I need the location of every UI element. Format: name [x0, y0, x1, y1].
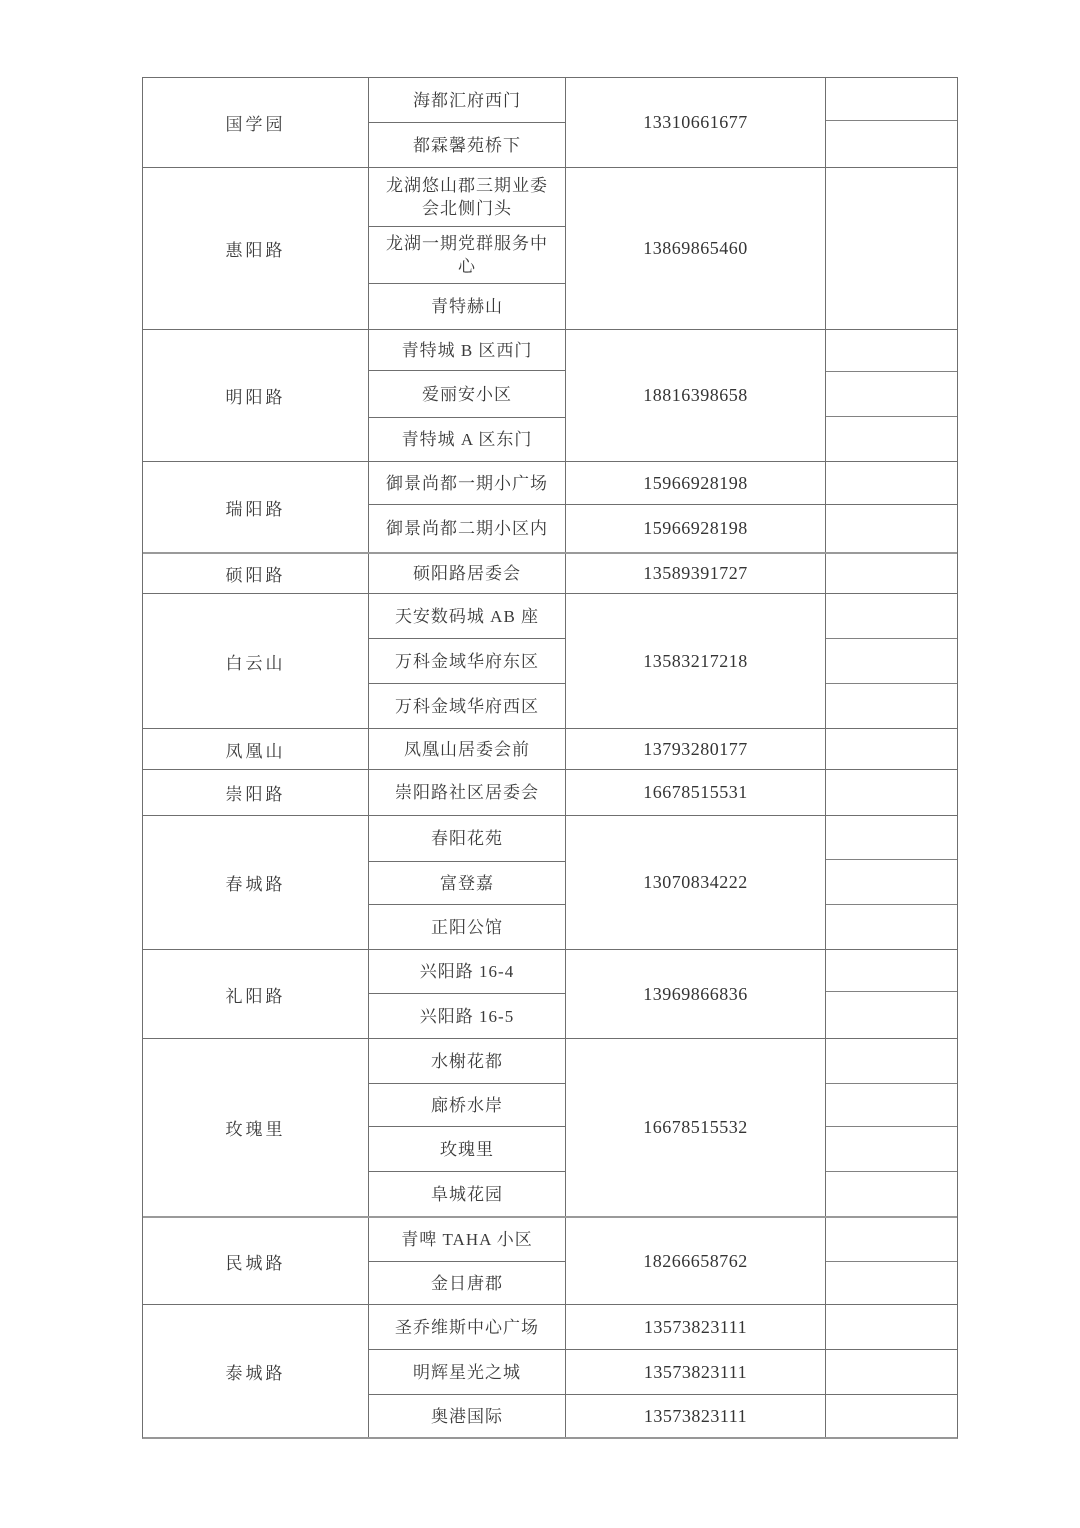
location-text: 青特城 A 区东门	[401, 430, 533, 449]
area-cell	[143, 168, 368, 329]
location-text: 正阳公馆	[431, 917, 503, 937]
phone-number: 16678515531	[643, 782, 748, 802]
empty-cell	[825, 1305, 957, 1349]
location-cell	[369, 905, 565, 949]
location-text: 春阳花苑	[431, 829, 503, 848]
phone-cell	[565, 168, 825, 329]
notes-column	[825, 1218, 957, 1304]
empty-cell	[826, 1262, 957, 1304]
location-text: 青特城 B 区西门	[401, 340, 533, 360]
phone-cell	[565, 729, 825, 769]
area-cell	[143, 554, 368, 593]
area-name: 瑞阳路	[225, 499, 286, 519]
area-cell	[143, 1039, 368, 1216]
table-row	[143, 329, 957, 461]
phone-cell	[565, 594, 825, 728]
empty-cell	[826, 1172, 957, 1216]
empty-cell	[826, 372, 957, 417]
location-text: 圣乔维斯中心广场	[395, 1317, 539, 1337]
phone-cell	[565, 950, 825, 1038]
phone-cell	[565, 554, 825, 593]
phone-cell	[565, 330, 825, 461]
locations-column	[368, 816, 565, 949]
phone-cell	[565, 816, 825, 949]
area-cell	[143, 729, 368, 769]
empty-cell	[825, 462, 957, 504]
location-text: 万科金域华府西区	[395, 696, 539, 716]
phone-cell	[565, 78, 825, 167]
location-text: 青啤 TAHA 小区	[401, 1230, 533, 1249]
phone-number: 15966928198	[643, 472, 748, 493]
phone-number: 15966928198	[643, 518, 748, 538]
location-cell	[369, 371, 565, 418]
phone-number: 13793280177	[643, 738, 748, 759]
notes-column	[825, 78, 957, 167]
empty-cell	[826, 992, 957, 1038]
table-row	[143, 167, 957, 329]
area-name: 硕阳路	[225, 566, 286, 585]
phone-number: 16678515532	[643, 1117, 748, 1137]
phone-number: 13583217218	[643, 650, 748, 671]
empty-cell	[826, 78, 957, 121]
area-cell	[143, 950, 368, 1038]
entry-row	[368, 1395, 957, 1437]
empty-cell	[826, 1127, 957, 1172]
notes-column	[825, 770, 957, 815]
location-text: 都霖馨苑桥下	[413, 135, 521, 155]
location-text: 龙湖悠山郡三期业委会北侧门头	[386, 176, 548, 218]
locations-column	[368, 594, 565, 728]
table-row	[143, 949, 957, 1038]
area-name: 民城路	[225, 1253, 286, 1273]
location-text: 御景尚都二期小区内	[386, 519, 548, 538]
location-cell	[369, 418, 565, 461]
notes-column	[825, 1039, 957, 1216]
table-row	[143, 552, 957, 593]
locations-column	[368, 950, 565, 1038]
phone-number: 13589391727	[643, 563, 748, 583]
empty-cell	[826, 816, 957, 860]
area-cell	[143, 1305, 368, 1437]
location-cell	[368, 1305, 565, 1349]
location-cell	[369, 554, 565, 593]
location-cell	[369, 729, 565, 769]
location-cell	[369, 1262, 565, 1304]
location-text: 海都汇府西门	[413, 90, 521, 110]
phone-number: 13310661677	[643, 112, 748, 132]
notes-column	[825, 950, 957, 1038]
location-text: 奥港国际	[431, 1406, 503, 1426]
location-cell	[368, 462, 565, 504]
table-row	[143, 461, 957, 552]
area-name: 国学园	[225, 115, 286, 134]
location-text: 万科金域华府东区	[395, 651, 539, 671]
phone-cell	[565, 1395, 825, 1437]
phone-cell	[565, 1350, 825, 1394]
location-text: 富登嘉	[440, 873, 494, 893]
table-row	[143, 1304, 957, 1437]
area-cell	[143, 770, 368, 815]
table-row	[143, 1038, 957, 1216]
location-text: 青特赫山	[431, 297, 503, 316]
area-name: 玫瑰里	[225, 1120, 286, 1139]
location-cell	[369, 639, 565, 684]
phone-number: 13969866836	[643, 983, 748, 1004]
location-cell	[369, 816, 565, 862]
empty-cell	[826, 1218, 957, 1262]
entry-row	[368, 1350, 957, 1395]
phone-number: 13573823111	[643, 1405, 748, 1426]
location-cell	[369, 1039, 565, 1084]
phone-number: 13070834222	[643, 872, 748, 892]
location-cell	[369, 1127, 565, 1172]
empty-cell	[826, 950, 957, 992]
empty-cell	[826, 417, 957, 461]
phone-number: 13869865460	[643, 238, 748, 258]
location-text: 硕阳路居委会	[413, 564, 521, 583]
notes-column	[825, 594, 957, 728]
area-cell	[143, 330, 368, 461]
location-cell	[369, 168, 565, 227]
locations-column	[368, 1218, 565, 1304]
empty-cell	[826, 639, 957, 684]
empty-cell	[826, 594, 957, 639]
location-text: 阜城花园	[431, 1184, 503, 1204]
empty-cell	[826, 168, 957, 329]
area-cell	[143, 1218, 368, 1304]
location-text: 兴阳路 16-4	[419, 962, 515, 981]
notes-column	[825, 554, 957, 593]
notes-column	[825, 168, 957, 329]
phone-cell	[565, 1218, 825, 1304]
area-cell	[143, 816, 368, 949]
location-cell	[368, 1395, 565, 1437]
location-cell	[368, 1350, 565, 1394]
area-name: 泰城路	[225, 1363, 286, 1383]
locations-column	[368, 168, 565, 329]
contact-table	[142, 77, 958, 1439]
location-cell	[369, 330, 565, 371]
area-name: 明阳路	[225, 388, 286, 407]
notes-column	[825, 729, 957, 769]
location-cell	[369, 123, 565, 167]
empty-cell	[826, 330, 957, 372]
location-cell	[369, 862, 565, 905]
area-name: 惠阳路	[225, 241, 286, 260]
empty-cell	[826, 729, 957, 769]
empty-cell	[826, 860, 957, 905]
location-text: 爱丽安小区	[422, 384, 512, 404]
empty-cell	[825, 505, 957, 552]
phone-cell	[565, 1305, 825, 1349]
phone-number: 13573823111	[643, 1316, 748, 1337]
empty-cell	[825, 1350, 957, 1394]
empty-cell	[826, 770, 957, 815]
location-cell	[369, 1218, 565, 1262]
location-cell	[369, 684, 565, 728]
area-name: 崇阳路	[225, 785, 286, 804]
notes-column	[825, 816, 957, 949]
entry-row	[368, 1305, 957, 1350]
empty-cell	[826, 554, 957, 593]
area-name: 白云山	[225, 653, 286, 673]
phone-cell	[565, 505, 825, 552]
table-row	[143, 1216, 957, 1304]
area-name: 礼阳路	[225, 986, 286, 1006]
area-cell	[143, 462, 368, 552]
empty-cell	[826, 1084, 957, 1127]
location-text: 崇阳路社区居委会	[395, 783, 539, 802]
phone-number: 13573823111	[643, 1361, 748, 1382]
empty-cell	[825, 1395, 957, 1437]
phone-cell	[565, 1039, 825, 1216]
area-name: 凤凰山	[225, 741, 286, 761]
locations-column	[368, 729, 565, 769]
location-cell	[369, 227, 565, 284]
location-text: 明辉星光之城	[413, 1362, 521, 1382]
locations-column	[368, 770, 565, 815]
table-row	[143, 728, 957, 769]
location-text: 凤凰山居委会前	[404, 739, 530, 759]
location-cell	[369, 78, 565, 123]
phone-number: 18266658762	[643, 1250, 748, 1271]
phone-cell	[565, 462, 825, 504]
table-row	[143, 769, 957, 815]
phone-number: 18816398658	[643, 385, 748, 405]
location-text: 兴阳路 16-5	[419, 1006, 515, 1026]
location-cell	[369, 284, 565, 329]
empty-cell	[826, 684, 957, 728]
locations-column	[368, 554, 565, 593]
location-text: 天安数码城 AB 座	[394, 606, 540, 626]
location-text: 御景尚都一期小广场	[386, 473, 548, 493]
location-cell	[369, 994, 565, 1038]
locations-column	[368, 330, 565, 461]
location-text: 水榭花都	[431, 1051, 503, 1071]
area-name: 春城路	[225, 875, 286, 894]
locations-column	[368, 1039, 565, 1216]
entry-row	[368, 462, 957, 505]
location-text: 玫瑰里	[440, 1139, 494, 1159]
location-cell	[369, 770, 565, 815]
location-cell	[368, 505, 565, 552]
location-cell	[369, 594, 565, 639]
location-cell	[369, 1084, 565, 1127]
entries-group	[368, 1305, 957, 1437]
entries-group	[368, 462, 957, 552]
entry-row	[368, 505, 957, 552]
empty-cell	[826, 121, 957, 167]
table-row	[143, 815, 957, 949]
phone-cell	[565, 770, 825, 815]
location-text: 金日唐郡	[431, 1273, 503, 1293]
location-text: 廊桥水岸	[431, 1095, 503, 1115]
location-cell	[369, 1172, 565, 1216]
empty-cell	[826, 1039, 957, 1084]
location-cell	[369, 950, 565, 994]
area-cell	[143, 594, 368, 728]
area-cell	[143, 78, 368, 167]
location-text: 龙湖一期党群服务中心	[386, 234, 548, 276]
table-row	[143, 593, 957, 728]
notes-column	[825, 330, 957, 461]
table-row	[143, 78, 957, 167]
empty-cell	[826, 905, 957, 949]
locations-column	[368, 78, 565, 167]
